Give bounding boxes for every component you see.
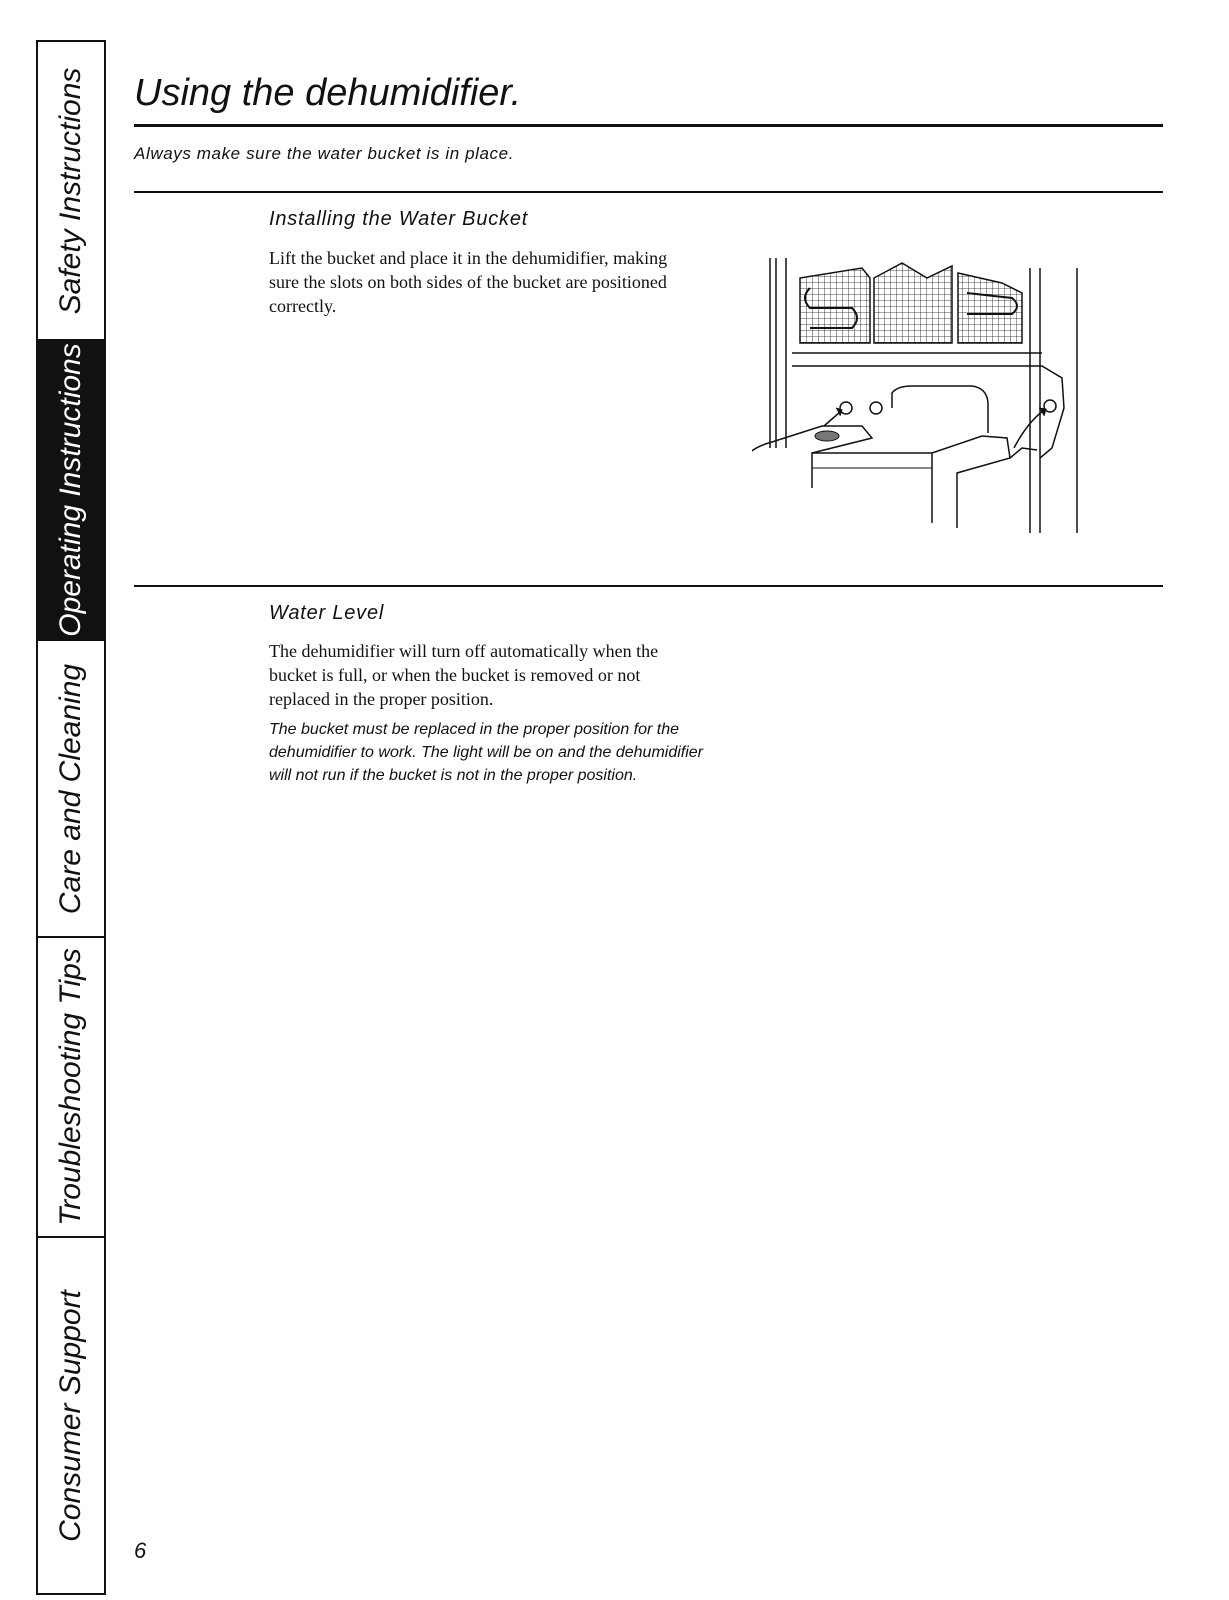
water-level-body: The dehumidifier will turn off automatically when the bucket is full, or when the bucket is removed or not replaced in the proper position. (269, 641, 659, 709)
section-divider (134, 585, 1163, 587)
tab-operating-instructions[interactable] (38, 341, 104, 641)
tab-consumer-support[interactable] (38, 1238, 104, 1593)
tab-safety-instructions[interactable] (38, 42, 104, 341)
installing-heading: Installing the Water Bucket (269, 208, 529, 230)
title-divider (134, 124, 1163, 127)
page-title: Using the dehumidifier. (134, 72, 522, 114)
water-level-heading: Water Level (269, 602, 385, 624)
installing-body: Lift the bucket and place it in the dehumidifier, making sure the slots on both sides of the bucket are positioned correctly. (269, 248, 668, 316)
section-tabs (36, 40, 106, 1595)
water-level-note: The bucket must be replaced in the proper position for the dehumidifier to work. The light will be on and the dehumidifier will not run if the bucket is not in the proper position. (269, 721, 704, 784)
tab-label: Safety Instructions (54, 67, 87, 314)
page-number: 6 (134, 1538, 147, 1563)
tab-care-and-cleaning[interactable] (38, 641, 104, 938)
tab-label: Troubleshooting Tips (54, 948, 87, 1226)
section-divider (134, 191, 1163, 193)
bucket-installation-illustration (752, 258, 1112, 543)
tab-troubleshooting-tips[interactable] (38, 938, 104, 1238)
page-subtitle: Always make sure the water bucket is in place. (134, 144, 515, 163)
tab-label: Consumer Support (54, 1289, 87, 1542)
tab-label: Operating Instructions (54, 343, 87, 637)
tab-label: Care and Cleaning (54, 663, 87, 914)
